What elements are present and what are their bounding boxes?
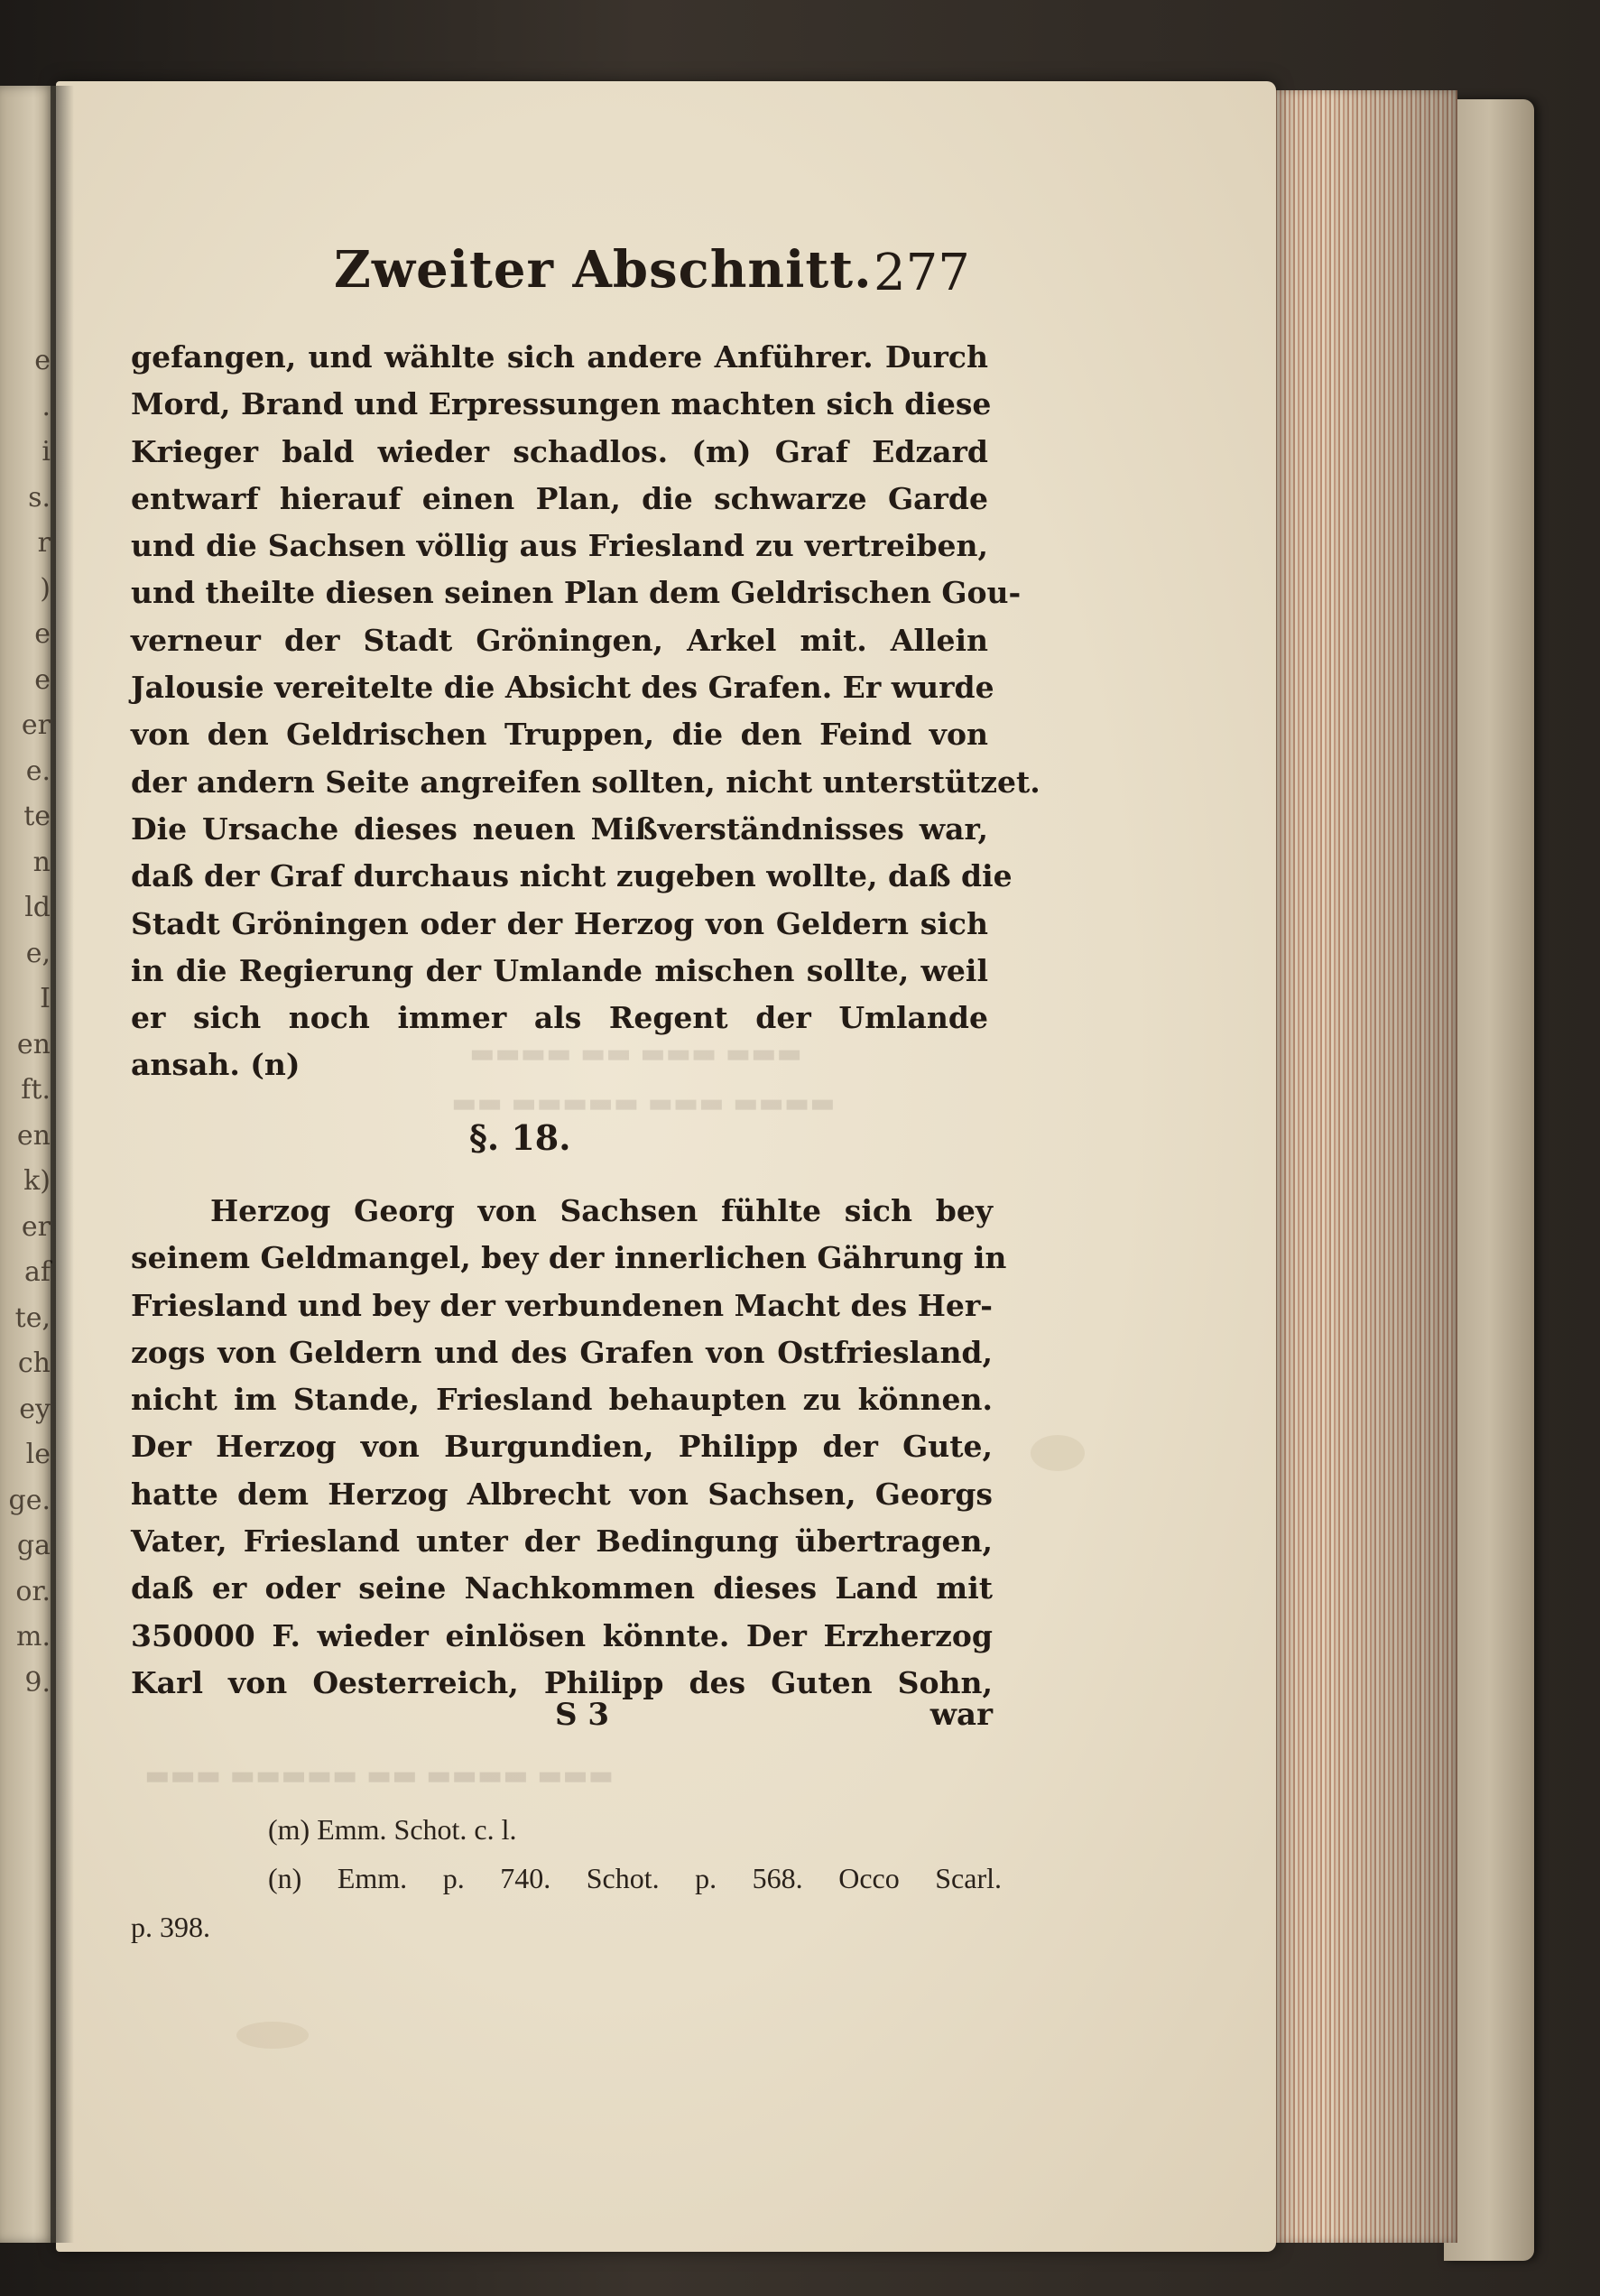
text-line: und theilte diesen seinen Plan dem Geldrischen Gou-: [131, 575, 1022, 611]
facing-page-fragment: s.: [28, 481, 51, 514]
facing-page-fragment: e: [34, 663, 51, 696]
text-line: Mord, Brand und Erpressungen machten sich diese: [131, 386, 992, 422]
facing-page-fragment: en: [16, 1028, 51, 1060]
facing-page-fragment: r: [37, 527, 51, 559]
page-number: 277: [874, 244, 970, 302]
page-edges-shade: [1263, 90, 1457, 2243]
facing-page-fragment: m.: [16, 1621, 51, 1653]
facing-page-fragment: te: [23, 801, 51, 832]
running-head-title: Zweiter Abschnitt.: [334, 240, 873, 300]
paragraph-2: [131, 1188, 1007, 1707]
paragraph-1: [131, 334, 1040, 1089]
facing-page-fragment: er: [21, 1210, 51, 1243]
text-line: verneur der Stadt Gröningen, Arkel mit. Allein: [131, 622, 988, 658]
text-line: der andern Seite angreifen sollten, nicht unterstützet.: [131, 764, 1040, 800]
text-line: Jalousie vereitelte die Absicht des Grafen. Er wurde: [131, 670, 994, 706]
show-through-text: ▬▬▬ ▬▬▬ ▬▬ ▬▬▬▬: [469, 1038, 802, 1069]
facing-page-fragment: n: [32, 846, 51, 878]
gutter-shadow: [51, 86, 74, 2243]
facing-page-fragment: k): [23, 1165, 51, 1197]
facing-page-fragment: te,: [14, 1301, 51, 1334]
text-line: in die Regierung der Umlande mischen sollte, weil: [131, 952, 988, 988]
facing-page-fragment: e: [34, 345, 51, 376]
show-through-text: ▬▬▬▬ ▬▬▬ ▬▬▬▬▬ ▬▬: [451, 1088, 836, 1119]
footnote-n-continued: p. 398.: [131, 1911, 210, 1943]
signature-row: [131, 1697, 993, 1742]
facing-page-fragment: ld: [24, 892, 51, 923]
text-line: seinem Geldmangel, bey der innerlichen Gährung in: [131, 1240, 1007, 1276]
text-line: ansah. (n): [131, 1047, 301, 1083]
facing-page-fragment: i: [42, 436, 51, 468]
text-line: Die Ursache dieses neuen Mißverständnisses war,: [131, 810, 988, 847]
facing-page-fragment: af: [24, 1256, 51, 1288]
text-line: daß er oder seine Nachkommen dieses Land mit: [131, 1570, 993, 1606]
facing-page-fragment: ge.: [8, 1484, 51, 1516]
facing-page-fragment: e: [34, 618, 51, 650]
catchword: war: [929, 1697, 993, 1733]
text-line: von den Geldrischen Truppen, die den Feind von: [131, 717, 988, 753]
text-line: Stadt Gröningen oder der Herzog von Geldern sich: [131, 905, 988, 941]
text-line: Krieger bald wieder schadlos. (m) Graf Edzard: [131, 433, 988, 469]
show-through-text: ▬▬▬ ▬▬▬▬ ▬▬ ▬▬▬▬▬ ▬▬▬: [144, 1760, 615, 1791]
paper-stain: [1031, 1435, 1085, 1471]
facing-page-fragment: e,: [25, 937, 51, 969]
facing-page-fragment: ey: [19, 1393, 51, 1425]
signature-mark: S 3: [555, 1697, 610, 1733]
text-line: und die Sachsen völlig aus Friesland zu vertreiben,: [131, 528, 988, 564]
text-line: Herzog Georg von Sachsen fühlte sich bey: [210, 1193, 993, 1228]
facing-page-fragment: .: [42, 390, 51, 422]
facing-page-fragment: er: [21, 709, 51, 741]
section-heading: §. 18.: [469, 1117, 571, 1158]
text-line: nicht im Stande, Friesland behaupten zu können.: [131, 1382, 993, 1418]
text-line: Karl von Oesterreich, Philipp des Guten Sohn,: [131, 1664, 993, 1700]
text-line: Vater, Friesland unter der Bedingung übertragen,: [131, 1523, 993, 1560]
footnotes: [131, 1805, 1002, 1951]
facing-page-fragment: en: [16, 1119, 51, 1152]
footnote-n: (n) Emm. p. 740. Schot. p. 568. Occo Scarl.: [268, 1862, 1002, 1894]
facing-page-sliver: [0, 86, 56, 2243]
facing-page-fragment: e.: [25, 755, 51, 787]
text-line: Friesland und bey der verbundenen Macht des Her-: [131, 1287, 993, 1323]
facing-page-fragment: ft.: [21, 1074, 51, 1106]
text-line: daß der Graf durchaus nicht zugeben wollte, daß die: [131, 858, 1013, 894]
text-line: hatte dem Herzog Albrecht von Sachsen, Georgs: [131, 1476, 993, 1512]
facing-page-fragment: le: [25, 1439, 51, 1470]
text-line: zogs von Geldern und des Grafen von Ostfriesland,: [131, 1334, 993, 1370]
facing-page-fragment: ch: [17, 1347, 51, 1379]
facing-page-fragment: or.: [15, 1575, 51, 1607]
facing-page-fragment: ga: [16, 1530, 51, 1561]
footnote-m: (m) Emm. Schot. c. l.: [268, 1813, 517, 1846]
book-cover-edge: [1444, 99, 1534, 2261]
text-line: entwarf hierauf einen Plan, die schwarze Garde: [131, 480, 988, 516]
facing-page-fragment: I: [40, 983, 51, 1014]
text-line: 350000 F. wieder einlösen könnte. Der Erzherzog: [131, 1617, 993, 1653]
facing-page-fragment: ): [40, 572, 51, 605]
text-line: er sich noch immer als Regent der Umlande: [131, 1000, 988, 1036]
paper-stain: [236, 2022, 309, 2049]
text-line: Der Herzog von Burgundien, Philipp der Gute,: [131, 1429, 993, 1465]
text-line: gefangen, und wählte sich andere Anführer. Durch: [131, 339, 988, 375]
facing-page-fragment: 9.: [24, 1666, 51, 1699]
